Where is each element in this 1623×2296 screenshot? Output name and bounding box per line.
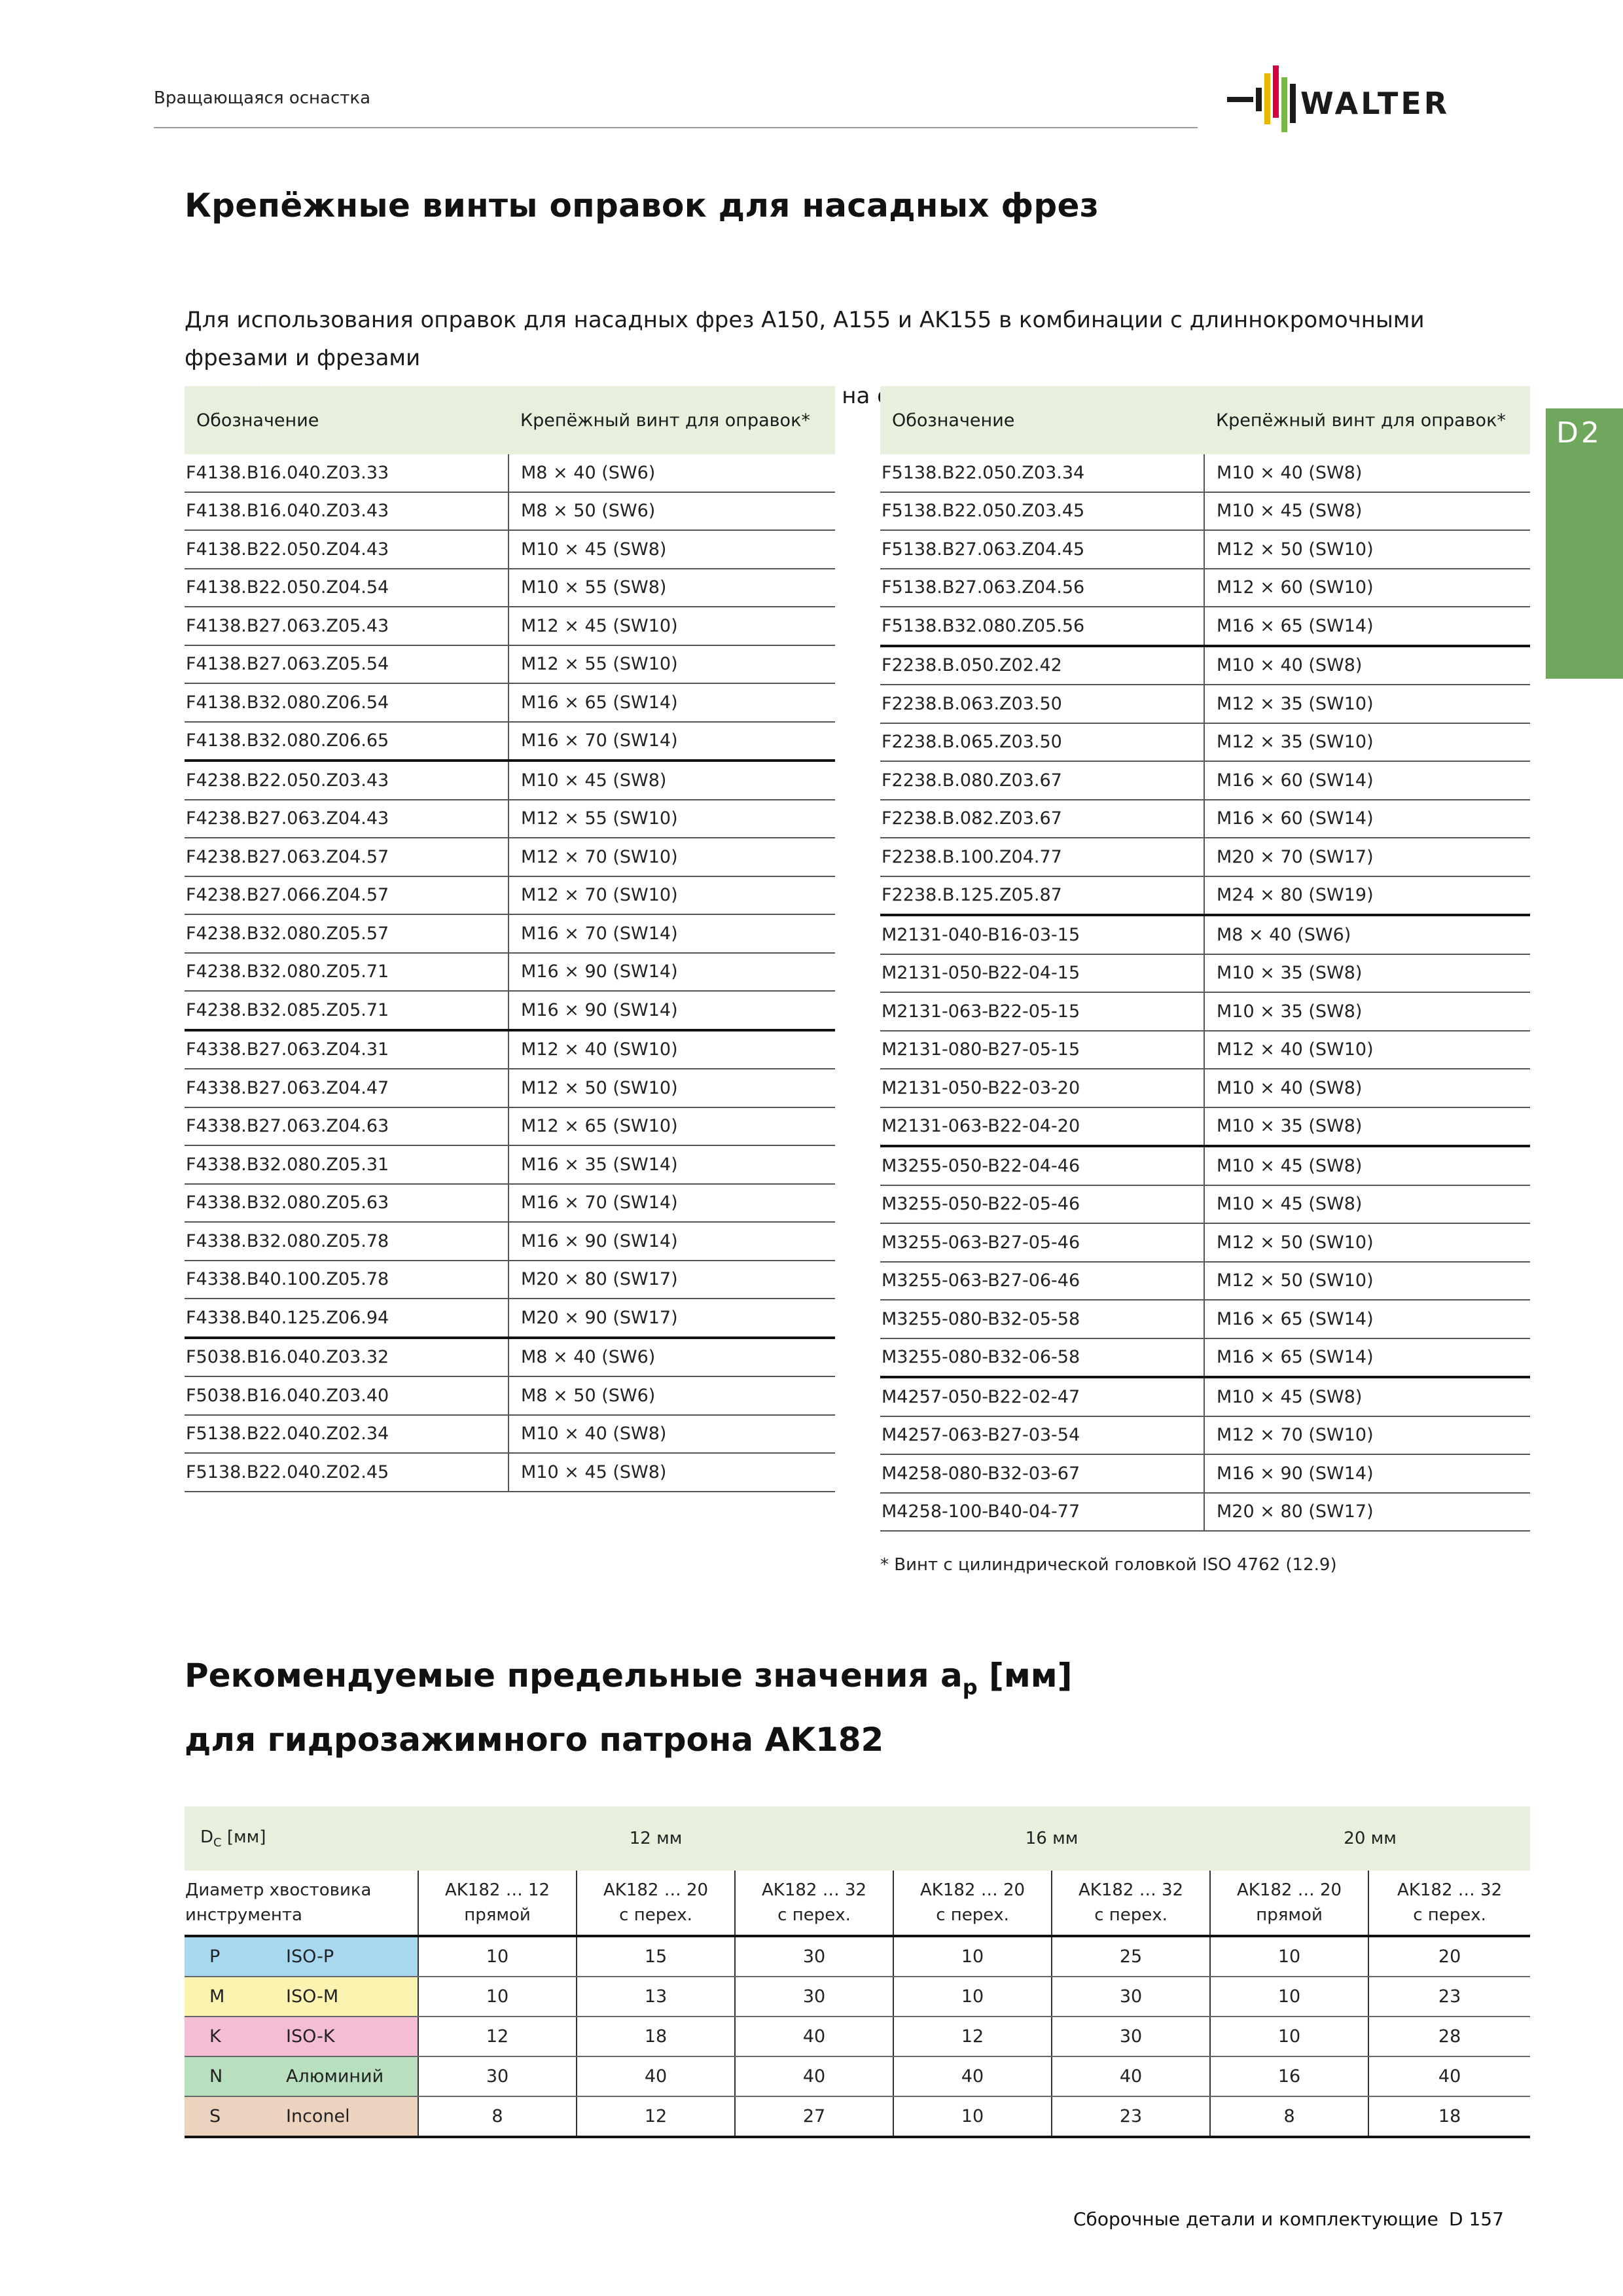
table-header-row — [185, 386, 835, 454]
table-row — [880, 915, 1530, 954]
material-name: ISO-P — [286, 1936, 418, 1977]
table-row — [185, 1415, 835, 1454]
table-row — [185, 953, 835, 992]
table-row — [185, 1184, 835, 1223]
screw-cell: M12 × 45 (SW10) — [508, 607, 835, 645]
screw-cell: M20 × 80 (SW17) — [508, 1261, 835, 1299]
designation-cell: F4138.B27.063.Z05.54 — [185, 645, 508, 684]
table-row — [880, 607, 1530, 646]
table-row — [880, 492, 1530, 531]
table-row — [880, 838, 1530, 876]
screw-table-left — [185, 386, 835, 1492]
table-row — [880, 761, 1530, 800]
designation-cell: F4338.B32.080.Z05.63 — [185, 1184, 508, 1223]
designation-cell: F4338.B40.100.Z05.78 — [185, 1261, 508, 1299]
dc-header-row — [185, 1806, 1530, 1871]
ap-value-cell: 12 — [577, 2096, 735, 2137]
material-row — [185, 2096, 1530, 2137]
screw-cell: M20 × 90 (SW17) — [508, 1299, 835, 1338]
ap-value-cell: 30 — [735, 1977, 893, 2017]
screw-cell: M12 × 70 (SW10) — [508, 876, 835, 915]
screw-cell: M12 × 40 (SW10) — [1204, 1031, 1530, 1069]
table-row — [185, 722, 835, 761]
screw-cell: M12 × 55 (SW10) — [508, 645, 835, 684]
screw-cell: M10 × 45 (SW8) — [508, 530, 835, 569]
designation-cell: M4257-063-B27-03-54 — [880, 1416, 1204, 1455]
designation-cell: F5138.B22.050.Z03.34 — [880, 454, 1204, 492]
ap-value-cell: 10 — [893, 2096, 1052, 2137]
table-row — [880, 1338, 1530, 1378]
holder-column-header: AK182 … 20 с перех. — [893, 1871, 1052, 1936]
designation-cell: F4238.B27.063.Z04.57 — [185, 838, 508, 876]
footer-section-name: Сборочные детали и комплектующие — [1073, 2208, 1438, 2230]
screw-cell: M8 × 50 (SW6) — [508, 492, 835, 531]
shank-label: Диаметр хвостовика инструмента — [185, 1871, 418, 1936]
table-row — [185, 530, 835, 569]
screw-cell: M10 × 40 (SW8) — [1204, 1069, 1530, 1107]
screw-cell: M16 × 70 (SW14) — [508, 1184, 835, 1223]
ap-value-cell: 10 — [1210, 2017, 1368, 2056]
holder-column-header: AK182 … 20 с перех. — [577, 1871, 735, 1936]
designation-cell: F5138.B27.063.Z04.56 — [880, 569, 1204, 607]
designation-cell: F2238.B.100.Z04.77 — [880, 838, 1204, 876]
table-row — [185, 1145, 835, 1184]
holder-column-header: AK182 … 32 с перех. — [1052, 1871, 1210, 1936]
screw-cell: M12 × 70 (SW10) — [1204, 1416, 1530, 1455]
screw-cell: M16 × 35 (SW14) — [508, 1145, 835, 1184]
screw-cell: M12 × 35 (SW10) — [1204, 685, 1530, 723]
designation-cell: M2131-050-B22-04-15 — [880, 954, 1204, 993]
ap-value-cell: 20 — [1368, 1936, 1530, 1977]
table-row — [185, 1107, 835, 1146]
screw-cell: M10 × 40 (SW8) — [1204, 454, 1530, 492]
table-row — [185, 761, 835, 800]
ap-value-cell: 40 — [735, 2056, 893, 2096]
table-row — [880, 1300, 1530, 1338]
material-code: P — [185, 1936, 286, 1977]
screw-cell: M16 × 60 (SW14) — [1204, 800, 1530, 838]
table-row — [880, 685, 1530, 723]
screw-cell: M8 × 40 (SW6) — [508, 454, 835, 492]
screw-cell: M10 × 45 (SW8) — [508, 1453, 835, 1492]
screw-cell: M12 × 60 (SW10) — [1204, 569, 1530, 607]
ap-value-cell: 12 — [418, 2017, 577, 2056]
screw-cell: M12 × 70 (SW10) — [508, 838, 835, 876]
designation-cell: M4258-080-B32-03-67 — [880, 1454, 1204, 1493]
ap-value-cell: 23 — [1052, 2096, 1210, 2137]
table-row — [880, 992, 1530, 1031]
dc-label: $D_C$ [мм] — [185, 1806, 418, 1871]
ap-value-cell: 18 — [577, 2017, 735, 2056]
material-code: N — [185, 2056, 286, 2096]
screw-cell: M16 × 60 (SW14) — [1204, 761, 1530, 800]
ap-value-cell: 10 — [1210, 1977, 1368, 2017]
ap-value-cell: 25 — [1052, 1936, 1210, 1977]
screw-cell: M10 × 35 (SW8) — [1204, 954, 1530, 993]
table-row — [185, 876, 835, 915]
screw-cell: M16 × 65 (SW14) — [508, 683, 835, 722]
screw-cell: M16 × 65 (SW14) — [1204, 607, 1530, 646]
designation-cell: M2131-080-B27-05-15 — [880, 1031, 1204, 1069]
ap-value-cell: 13 — [577, 1977, 735, 2017]
ap-value-cell: 27 — [735, 2096, 893, 2137]
screw-cell: M24 × 80 (SW19) — [1204, 876, 1530, 916]
screw-cell: M16 × 70 (SW14) — [508, 722, 835, 761]
screw-cell: M16 × 65 (SW14) — [1204, 1338, 1530, 1378]
screw-cell: M16 × 90 (SW14) — [508, 953, 835, 992]
designation-cell: F4238.B32.080.Z05.57 — [185, 914, 508, 953]
screw-table-right — [880, 386, 1530, 1532]
ap-value-cell: 10 — [893, 1936, 1052, 1977]
designation-cell: M3255-050-B22-04-46 — [880, 1146, 1204, 1185]
table-row — [185, 683, 835, 722]
screw-cell: M20 × 80 (SW17) — [1204, 1493, 1530, 1532]
table-row — [185, 569, 835, 607]
page-number: D 157 — [1449, 2208, 1504, 2230]
table-row — [880, 1069, 1530, 1107]
designation-cell: M4258-100-B40-04-77 — [880, 1493, 1204, 1532]
table-row — [880, 1185, 1530, 1224]
screw-cell: M12 × 65 (SW10) — [508, 1107, 835, 1146]
screw-cell: M10 × 35 (SW8) — [1204, 1107, 1530, 1147]
intro-line-2: на — [842, 383, 870, 409]
logo-wordmark: WALTER — [1300, 86, 1450, 121]
ap-value-cell: 40 — [893, 2056, 1052, 2096]
table-row — [185, 1069, 835, 1107]
table-header-row — [880, 386, 1530, 454]
ap-value-cell: 30 — [735, 1936, 893, 1977]
designation-cell: F4138.B16.040.Z03.43 — [185, 492, 508, 531]
designation-cell: F5138.B22.040.Z02.45 — [185, 1453, 508, 1492]
section-title-line-1: Рекомендуемые предельные значения $a_p$ [мм] — [185, 1657, 1073, 1700]
table-row — [880, 1031, 1530, 1069]
designation-cell: F4338.B40.125.Z06.94 — [185, 1299, 508, 1338]
designation-cell: F4138.B27.063.Z05.43 — [185, 607, 508, 645]
designation-cell: F5038.B16.040.Z03.40 — [185, 1376, 508, 1415]
table-row — [185, 991, 835, 1030]
table-row — [185, 914, 835, 953]
ap-value-cell: 40 — [1052, 2056, 1210, 2096]
holder-column-header: AK182 … 12 прямой — [418, 1871, 577, 1936]
ap-value-cell: 18 — [1368, 2096, 1530, 2137]
screw-cell: M12 × 50 (SW10) — [508, 1069, 835, 1107]
screw-cell: M8 × 50 (SW6) — [508, 1376, 835, 1415]
table-row — [185, 1299, 835, 1338]
group-12mm: 12 мм — [418, 1806, 893, 1871]
designation-cell: F4238.B27.063.Z04.43 — [185, 800, 508, 838]
ap-value-cell: 8 — [1210, 2096, 1368, 2137]
screw-cell: M10 × 45 (SW8) — [1204, 1185, 1530, 1224]
screw-cell: M10 × 45 (SW8) — [1204, 1377, 1530, 1416]
table-row — [880, 1377, 1530, 1416]
screw-cell: M12 × 35 (SW10) — [1204, 723, 1530, 762]
screw-cell: M16 × 70 (SW14) — [508, 914, 835, 953]
ap-limits-table — [185, 1806, 1530, 2138]
table-row — [880, 646, 1530, 685]
table-row — [880, 1146, 1530, 1185]
ap-value-cell: 23 — [1368, 1977, 1530, 2017]
designation-cell: F5138.B22.040.Z02.34 — [185, 1415, 508, 1454]
designation-cell: F4138.B32.080.Z06.54 — [185, 683, 508, 722]
designation-cell: M4257-050-B22-02-47 — [880, 1377, 1204, 1416]
shank-header-row — [185, 1871, 1530, 1936]
table-row — [185, 1338, 835, 1377]
designation-cell: F2238.B.080.Z03.67 — [880, 761, 1204, 800]
section-title-line-2: для гидрозажимного патрона AK182 — [185, 1721, 884, 1759]
holder-column-header: AK182 … 20 прямой — [1210, 1871, 1368, 1936]
ap-value-cell: 10 — [893, 1977, 1052, 2017]
designation-cell: F2238.B.050.Z02.42 — [880, 646, 1204, 685]
table-row — [185, 800, 835, 838]
col-header-screw: Крепёжный винт для оправок* — [1204, 386, 1530, 454]
screw-cell: M10 × 35 (SW8) — [1204, 992, 1530, 1031]
header-divider — [154, 127, 1198, 128]
table-row — [880, 800, 1530, 838]
designation-cell: F4338.B27.063.Z04.47 — [185, 1069, 508, 1107]
designation-cell: M2131-063-B22-05-15 — [880, 992, 1204, 1031]
screw-cell: M12 × 40 (SW10) — [508, 1030, 835, 1069]
table-row — [880, 1416, 1530, 1455]
screw-cell: M8 × 40 (SW6) — [508, 1338, 835, 1377]
group-16mm: 16 мм — [893, 1806, 1210, 1871]
designation-cell: F4338.B27.063.Z04.31 — [185, 1030, 508, 1069]
designation-cell: F4238.B32.085.Z05.71 — [185, 991, 508, 1030]
holder-column-header: AK182 … 32 с перех. — [735, 1871, 893, 1936]
ap-value-cell: 16 — [1210, 2056, 1368, 2096]
designation-cell: M2131-050-B22-03-20 — [880, 1069, 1204, 1107]
material-name: ISO-M — [286, 1977, 418, 2017]
running-header: Вращающаяся оснастка — [154, 88, 371, 108]
screw-cell: M12 × 50 (SW10) — [1204, 530, 1530, 569]
designation-cell: F4138.B16.040.Z03.33 — [185, 454, 508, 492]
designation-cell: F4238.B27.066.Z04.57 — [185, 876, 508, 915]
screw-cell: M10 × 40 (SW8) — [1204, 646, 1530, 685]
designation-cell: M3255-080-B32-05-58 — [880, 1300, 1204, 1338]
table-row — [185, 607, 835, 645]
designation-cell: M3255-050-B22-05-46 — [880, 1185, 1204, 1224]
designation-cell: F5038.B16.040.Z03.32 — [185, 1338, 508, 1377]
ap-value-cell: 30 — [418, 2056, 577, 2096]
footnote: * Винт с цилиндрической головкой ISO 4762 (12.9) — [880, 1555, 1337, 1575]
designation-cell: F4338.B32.080.Z05.31 — [185, 1145, 508, 1184]
material-name: Алюминий — [286, 2056, 418, 2096]
screw-cell: M12 × 55 (SW10) — [508, 800, 835, 838]
page-title: Крепёжные винты оправок для насадных фрез — [185, 187, 1099, 224]
designation-cell: F4138.B32.080.Z06.65 — [185, 722, 508, 761]
ap-value-cell: 10 — [418, 1936, 577, 1977]
table-row — [880, 876, 1530, 916]
designation-cell: F5138.B22.050.Z03.45 — [880, 492, 1204, 531]
table-row — [185, 454, 835, 492]
designation-cell: M3255-063-B27-06-46 — [880, 1262, 1204, 1300]
ap-value-cell: 10 — [418, 1977, 577, 2017]
designation-cell: F2238.B.125.Z05.87 — [880, 876, 1204, 916]
table-row — [880, 1493, 1530, 1532]
table-row — [185, 492, 835, 531]
screw-cell: M20 × 70 (SW17) — [1204, 838, 1530, 876]
screw-cell: M16 × 65 (SW14) — [1204, 1300, 1530, 1338]
ap-value-cell: 40 — [1368, 2056, 1530, 2096]
table-row — [880, 569, 1530, 607]
material-name: Inconel — [286, 2096, 418, 2137]
ap-value-cell: 10 — [1210, 1936, 1368, 1977]
material-row — [185, 1936, 1530, 1977]
col-header-screw: Крепёжный винт для оправок* — [508, 386, 835, 454]
screw-cell: M16 × 90 (SW14) — [508, 1222, 835, 1261]
designation-cell: F2238.B.065.Z03.50 — [880, 723, 1204, 762]
screw-cell: M12 × 50 (SW10) — [1204, 1223, 1530, 1262]
chapter-tab — [1546, 408, 1623, 679]
designation-cell: F5138.B32.080.Z05.56 — [880, 607, 1204, 646]
designation-cell: F5138.B27.063.Z04.45 — [880, 530, 1204, 569]
ap-value-cell: 30 — [1052, 2017, 1210, 2056]
designation-cell: F2238.B.063.Z03.50 — [880, 685, 1204, 723]
designation-cell: F4238.B32.080.Z05.71 — [185, 953, 508, 992]
designation-cell: F4338.B27.063.Z04.63 — [185, 1107, 508, 1146]
intro-line-1: Для использования оправок для насадных фрез A150, A155 и AK155 в комбинации с длиннокромочными фрезами и фрезами — [185, 307, 1425, 371]
table-row — [880, 1107, 1530, 1147]
group-20mm: 20 мм — [1210, 1806, 1530, 1871]
designation-cell: M2131-040-B16-03-15 — [880, 915, 1204, 954]
ap-value-cell: 8 — [418, 2096, 577, 2137]
walter-logo — [1227, 60, 1502, 132]
material-row — [185, 2017, 1530, 2056]
screw-cell: M16 × 90 (SW14) — [508, 991, 835, 1030]
table-row — [880, 954, 1530, 993]
table-row — [880, 454, 1530, 492]
table-row — [880, 723, 1530, 762]
material-row — [185, 1977, 1530, 2017]
table-row — [880, 1223, 1530, 1262]
table-row — [880, 1262, 1530, 1300]
designation-cell: M3255-063-B27-05-46 — [880, 1223, 1204, 1262]
screw-cell: M10 × 45 (SW8) — [1204, 1146, 1530, 1185]
screw-cell: M10 × 55 (SW8) — [508, 569, 835, 607]
ap-value-cell: 12 — [893, 2017, 1052, 2056]
material-name: ISO-K — [286, 2017, 418, 2056]
screw-cell: M10 × 45 (SW8) — [1204, 492, 1530, 531]
ap-value-cell: 30 — [1052, 1977, 1210, 2017]
table-row — [185, 1376, 835, 1415]
table-row — [185, 1030, 835, 1069]
designation-cell: M3255-080-B32-06-58 — [880, 1338, 1204, 1378]
material-code: M — [185, 1977, 286, 2017]
screw-cell: M10 × 40 (SW8) — [508, 1415, 835, 1454]
table-row — [185, 1453, 835, 1492]
screw-cell: M16 × 90 (SW14) — [1204, 1454, 1530, 1493]
holder-column-header: AK182 … 32 с перех. — [1368, 1871, 1530, 1936]
chapter-tab-label: D2 — [1556, 416, 1602, 450]
material-code: S — [185, 2096, 286, 2137]
material-row — [185, 2056, 1530, 2096]
ap-value-cell: 15 — [577, 1936, 735, 1977]
screw-cell: M12 × 50 (SW10) — [1204, 1262, 1530, 1300]
screw-cell: M10 × 45 (SW8) — [508, 761, 835, 800]
section-title — [185, 1649, 1073, 1766]
ap-value-cell: 40 — [577, 2056, 735, 2096]
designation-cell: F4338.B32.080.Z05.78 — [185, 1222, 508, 1261]
designation-cell: F4138.B22.050.Z04.43 — [185, 530, 508, 569]
designation-cell: M2131-063-B22-04-20 — [880, 1107, 1204, 1147]
col-header-designation: Обозначение — [185, 386, 508, 454]
ap-value-cell: 40 — [735, 2017, 893, 2056]
designation-cell: F4138.B22.050.Z04.54 — [185, 569, 508, 607]
ap-value-cell: 28 — [1368, 2017, 1530, 2056]
designation-cell: F2238.B.082.Z03.67 — [880, 800, 1204, 838]
table-row — [185, 838, 835, 876]
designation-cell: F4238.B22.050.Z03.43 — [185, 761, 508, 800]
table-row — [880, 530, 1530, 569]
table-row — [880, 1454, 1530, 1493]
screw-cell: M8 × 40 (SW6) — [1204, 915, 1530, 954]
table-row — [185, 645, 835, 684]
table-row — [185, 1261, 835, 1299]
material-code: K — [185, 2017, 286, 2056]
col-header-designation: Обозначение — [880, 386, 1204, 454]
table-row — [185, 1222, 835, 1261]
